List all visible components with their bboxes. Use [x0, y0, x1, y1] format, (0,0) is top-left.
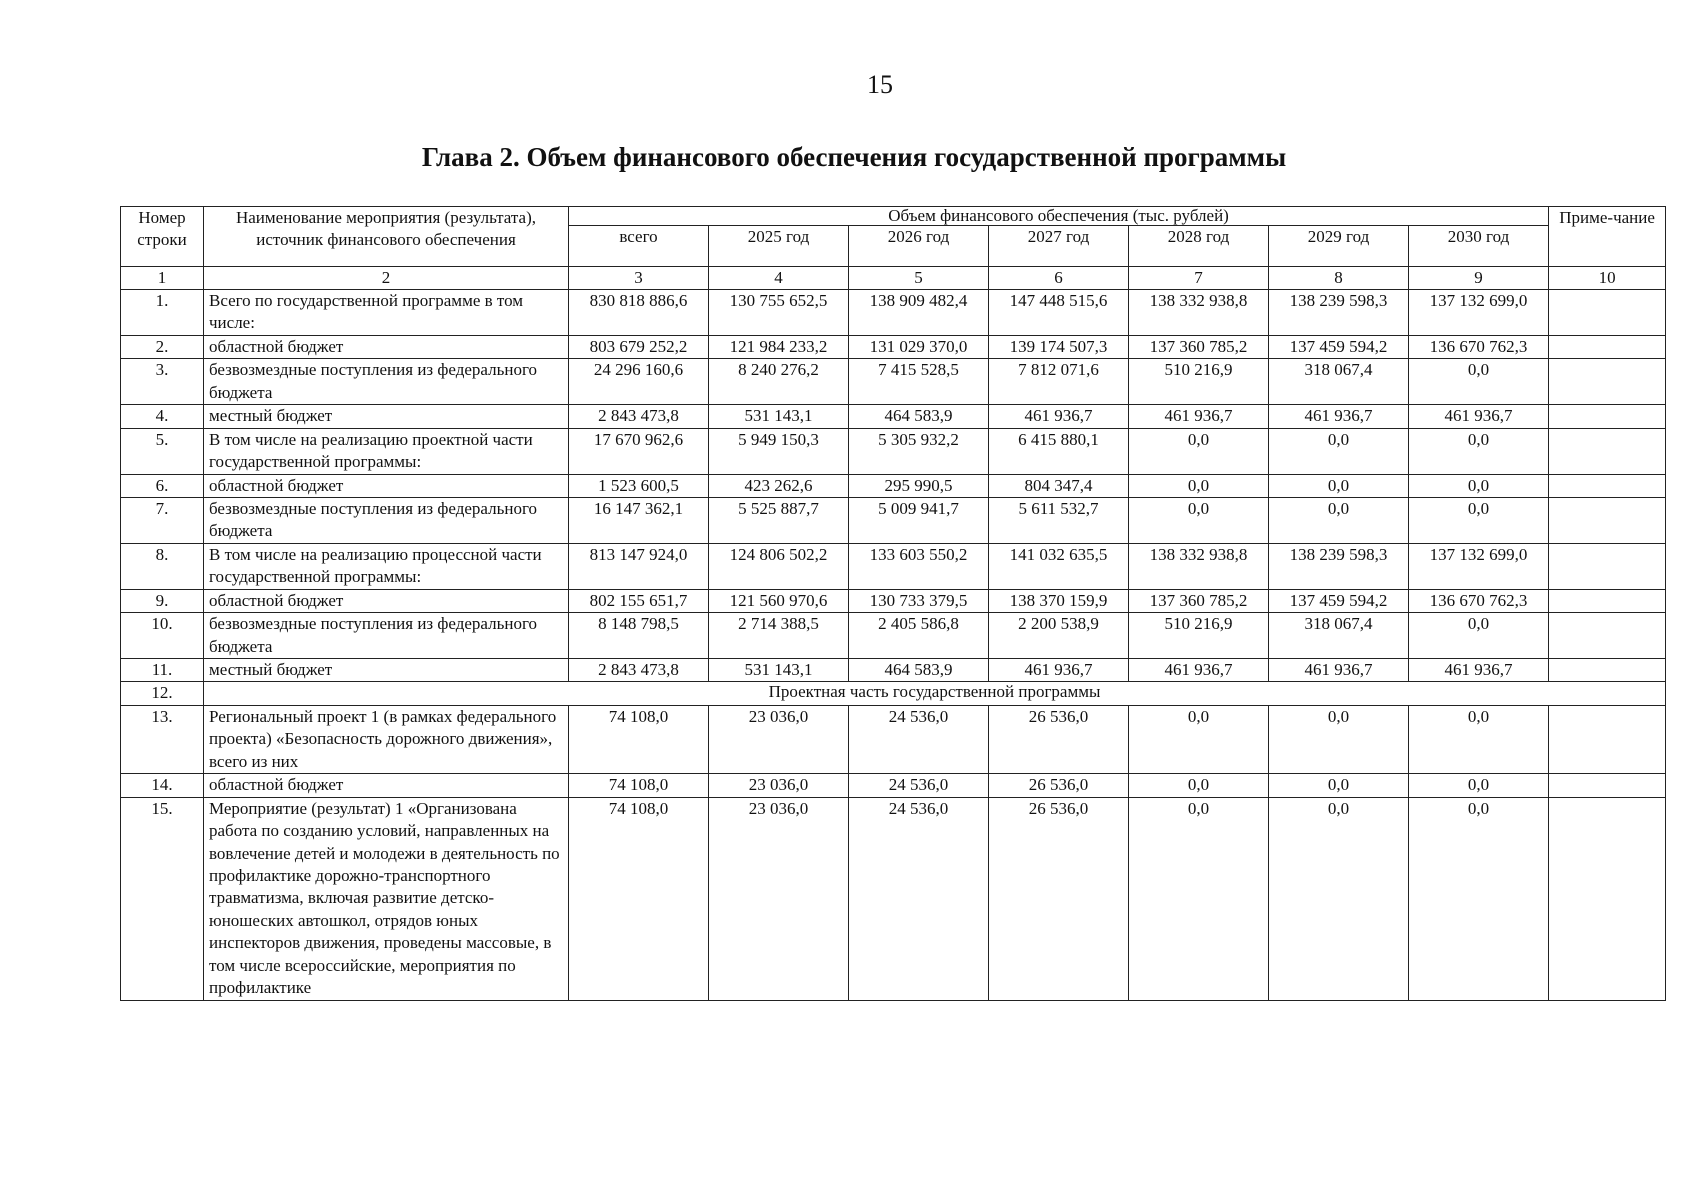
row-name: безвозмездные поступления из федерального бюджета: [204, 613, 569, 659]
row-note: [1549, 359, 1666, 405]
row-value: 461 936,7: [1269, 405, 1409, 428]
row-name: безвозмездные поступления из федерального бюджета: [204, 497, 569, 543]
row-value: 318 067,4: [1269, 359, 1409, 405]
row-value: 5 949 150,3: [709, 428, 849, 474]
header-funding-group: Объем финансового обеспечения (тыс. рублей): [569, 207, 1549, 226]
row-value: 0,0: [1409, 705, 1549, 773]
row-value: 138 239 598,3: [1269, 290, 1409, 336]
row-value: 137 360 785,2: [1129, 589, 1269, 612]
row-value: 137 132 699,0: [1409, 290, 1549, 336]
table-header: [121, 207, 1666, 267]
table-row: [121, 405, 1666, 428]
row-note: [1549, 428, 1666, 474]
row-value: 0,0: [1409, 359, 1549, 405]
header-year-2029: 2029 год: [1269, 226, 1409, 267]
header-year-2027: 2027 год: [989, 226, 1129, 267]
header-year-2025: 2025 год: [709, 226, 849, 267]
row-value: 26 536,0: [989, 774, 1129, 797]
row-number: 10.: [121, 613, 204, 659]
row-value: 5 611 532,7: [989, 497, 1129, 543]
row-value: 23 036,0: [709, 797, 849, 1000]
row-number: 2.: [121, 335, 204, 358]
column-number: 6: [989, 267, 1129, 290]
column-number: 2: [204, 267, 569, 290]
page-number: 15: [867, 70, 893, 99]
row-name: В том числе на реализацию процессной части государственной программы:: [204, 543, 569, 589]
row-value: 138 239 598,3: [1269, 543, 1409, 589]
row-value: 131 029 370,0: [849, 335, 989, 358]
row-value: 26 536,0: [989, 705, 1129, 773]
row-value: 23 036,0: [709, 705, 849, 773]
column-number: 4: [709, 267, 849, 290]
header-row-number: Номер строки: [121, 207, 204, 267]
row-name: В том числе на реализацию проектной части государственной программы:: [204, 428, 569, 474]
row-number: 13.: [121, 705, 204, 773]
row-value: 136 670 762,3: [1409, 589, 1549, 612]
row-value: 461 936,7: [1409, 405, 1549, 428]
header-year-2030: 2030 год: [1409, 226, 1549, 267]
row-value: 7 415 528,5: [849, 359, 989, 405]
row-value: 802 155 651,7: [569, 589, 709, 612]
row-value: 130 755 652,5: [709, 290, 849, 336]
row-value: 8 148 798,5: [569, 613, 709, 659]
header-total: всего: [569, 226, 709, 267]
row-note: [1549, 335, 1666, 358]
table-body: [121, 267, 1666, 1001]
row-value: 137 360 785,2: [1129, 335, 1269, 358]
table-row: [121, 705, 1666, 773]
row-value: 0,0: [1129, 474, 1269, 497]
row-value: 2 714 388,5: [709, 613, 849, 659]
row-value: 510 216,9: [1129, 613, 1269, 659]
table-row: [121, 290, 1666, 336]
row-value: 130 733 379,5: [849, 589, 989, 612]
row-value: 531 143,1: [709, 659, 849, 682]
row-value: 2 200 538,9: [989, 613, 1129, 659]
row-value: 461 936,7: [989, 659, 1129, 682]
table-row: [121, 335, 1666, 358]
row-number: 6.: [121, 474, 204, 497]
row-value: 24 536,0: [849, 705, 989, 773]
row-name: Региональный проект 1 (в рамках федерального проекта) «Безопасность дорожного движения», всего из них: [204, 705, 569, 773]
row-value: 139 174 507,3: [989, 335, 1129, 358]
row-value: 74 108,0: [569, 774, 709, 797]
column-number: 7: [1129, 267, 1269, 290]
row-value: 0,0: [1269, 474, 1409, 497]
row-name: областной бюджет: [204, 474, 569, 497]
row-value: 464 583,9: [849, 659, 989, 682]
row-note: [1549, 497, 1666, 543]
column-number: 10: [1549, 267, 1666, 290]
row-value: 461 936,7: [1129, 405, 1269, 428]
row-value: 138 909 482,4: [849, 290, 989, 336]
row-name: областной бюджет: [204, 589, 569, 612]
row-value: 0,0: [1409, 613, 1549, 659]
row-value: 464 583,9: [849, 405, 989, 428]
row-number: 9.: [121, 589, 204, 612]
row-number: 8.: [121, 543, 204, 589]
row-value: 26 536,0: [989, 797, 1129, 1000]
row-value: 0,0: [1409, 474, 1549, 497]
table-row: [121, 659, 1666, 682]
row-value: 0,0: [1129, 497, 1269, 543]
table-row: [121, 428, 1666, 474]
row-value: 74 108,0: [569, 797, 709, 1000]
row-value: 23 036,0: [709, 774, 849, 797]
table-row: [121, 497, 1666, 543]
row-note: [1549, 659, 1666, 682]
row-value: 0,0: [1269, 497, 1409, 543]
row-value: 5 305 932,2: [849, 428, 989, 474]
row-value: 137 132 699,0: [1409, 543, 1549, 589]
row-value: 16 147 362,1: [569, 497, 709, 543]
section-row: [121, 682, 1666, 705]
row-name: Мероприятие (результат) 1 «Организована работа по созданию условий, направленных на вовлечение детей и молодежи в деятельность по профилактике дорожно-транспортного травматизма, включая развитие детско-юношеских автошкол, отрядов юных инспекторов движения, проведены массовые, в том числе всероссийские, мероприятия по профилактике: [204, 797, 569, 1000]
column-number: 9: [1409, 267, 1549, 290]
row-value: 0,0: [1269, 428, 1409, 474]
row-name: областной бюджет: [204, 774, 569, 797]
row-value: 461 936,7: [1269, 659, 1409, 682]
table-row: [121, 797, 1666, 1000]
row-note: [1549, 543, 1666, 589]
row-number: 4.: [121, 405, 204, 428]
row-name: областной бюджет: [204, 335, 569, 358]
row-value: 0,0: [1409, 428, 1549, 474]
row-value: 138 370 159,9: [989, 589, 1129, 612]
row-value: 0,0: [1269, 705, 1409, 773]
table-row: [121, 543, 1666, 589]
table-row: [121, 359, 1666, 405]
row-value: 0,0: [1269, 797, 1409, 1000]
row-number: 3.: [121, 359, 204, 405]
table-row: [121, 474, 1666, 497]
row-value: 0,0: [1269, 774, 1409, 797]
row-value: 5 009 941,7: [849, 497, 989, 543]
row-name: местный бюджет: [204, 659, 569, 682]
row-value: 8 240 276,2: [709, 359, 849, 405]
section-title: Проектная часть государственной программы: [204, 682, 1666, 705]
row-note: [1549, 290, 1666, 336]
row-value: 124 806 502,2: [709, 543, 849, 589]
row-number: 14.: [121, 774, 204, 797]
row-value: 423 262,6: [709, 474, 849, 497]
row-name: местный бюджет: [204, 405, 569, 428]
column-number: 1: [121, 267, 204, 290]
row-note: [1549, 405, 1666, 428]
row-value: 318 067,4: [1269, 613, 1409, 659]
row-note: [1549, 474, 1666, 497]
row-value: 0,0: [1409, 497, 1549, 543]
row-value: 295 990,5: [849, 474, 989, 497]
row-number: 5.: [121, 428, 204, 474]
row-value: 1 523 600,5: [569, 474, 709, 497]
row-number: 11.: [121, 659, 204, 682]
header-year-2026: 2026 год: [849, 226, 989, 267]
row-name: безвозмездные поступления из федерального бюджета: [204, 359, 569, 405]
column-number: 5: [849, 267, 989, 290]
row-value: 7 812 071,6: [989, 359, 1129, 405]
row-value: 461 936,7: [989, 405, 1129, 428]
row-value: 0,0: [1129, 797, 1269, 1000]
row-value: 2 405 586,8: [849, 613, 989, 659]
row-value: 531 143,1: [709, 405, 849, 428]
row-note: [1549, 705, 1666, 773]
row-value: 5 525 887,7: [709, 497, 849, 543]
row-value: 0,0: [1409, 797, 1549, 1000]
row-value: 6 415 880,1: [989, 428, 1129, 474]
row-value: 121 560 970,6: [709, 589, 849, 612]
row-value: 510 216,9: [1129, 359, 1269, 405]
row-value: 0,0: [1409, 774, 1549, 797]
row-note: [1549, 774, 1666, 797]
row-value: 24 536,0: [849, 797, 989, 1000]
row-value: 17 670 962,6: [569, 428, 709, 474]
row-value: 830 818 886,6: [569, 290, 709, 336]
row-value: 137 459 594,2: [1269, 589, 1409, 612]
row-value: 461 936,7: [1409, 659, 1549, 682]
row-number: 15.: [121, 797, 204, 1000]
row-value: 138 332 938,8: [1129, 543, 1269, 589]
row-value: 138 332 938,8: [1129, 290, 1269, 336]
row-value: 461 936,7: [1129, 659, 1269, 682]
row-value: 2 843 473,8: [569, 659, 709, 682]
row-value: 74 108,0: [569, 705, 709, 773]
table-row: [121, 774, 1666, 797]
row-name: Всего по государственной программе в том числе:: [204, 290, 569, 336]
row-value: 813 147 924,0: [569, 543, 709, 589]
row-note: [1549, 589, 1666, 612]
row-value: 804 347,4: [989, 474, 1129, 497]
row-note: [1549, 613, 1666, 659]
row-value: 121 984 233,2: [709, 335, 849, 358]
row-value: 0,0: [1129, 428, 1269, 474]
column-number: 3: [569, 267, 709, 290]
row-number: 1.: [121, 290, 204, 336]
column-number: 8: [1269, 267, 1409, 290]
row-value: 141 032 635,5: [989, 543, 1129, 589]
header-year-2028: 2028 год: [1129, 226, 1269, 267]
header-note: Приме-чание: [1549, 207, 1666, 267]
row-note: [1549, 797, 1666, 1000]
chapter-title: Глава 2. Объем финансового обеспечения государственной программы: [421, 142, 1287, 172]
financing-table: [120, 206, 1666, 1001]
row-value: 2 843 473,8: [569, 405, 709, 428]
row-value: 24 536,0: [849, 774, 989, 797]
row-value: 0,0: [1129, 705, 1269, 773]
row-value: 803 679 252,2: [569, 335, 709, 358]
row-value: 24 296 160,6: [569, 359, 709, 405]
row-number: 7.: [121, 497, 204, 543]
row-value: 133 603 550,2: [849, 543, 989, 589]
row-value: 147 448 515,6: [989, 290, 1129, 336]
header-name: Наименование мероприятия (результата), источник финансового обеспечения: [204, 207, 569, 267]
table-row: [121, 589, 1666, 612]
row-value: 0,0: [1129, 774, 1269, 797]
column-numbers-row: [121, 267, 1666, 290]
table-row: [121, 613, 1666, 659]
row-value: 136 670 762,3: [1409, 335, 1549, 358]
row-number: 12.: [121, 682, 204, 705]
row-value: 137 459 594,2: [1269, 335, 1409, 358]
